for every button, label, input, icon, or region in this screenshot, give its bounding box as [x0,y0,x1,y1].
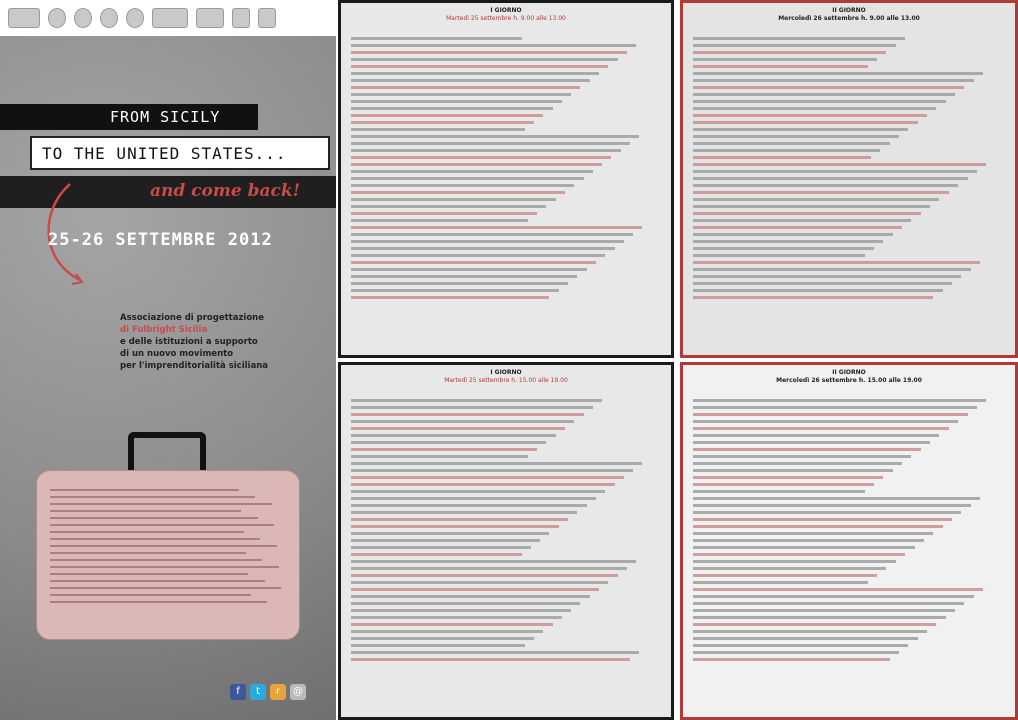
illegible-text-line [351,658,630,661]
illegible-text-line [693,644,908,647]
illegible-text-line [50,489,239,491]
illegible-text-line [693,37,905,40]
illegible-text-line [351,399,602,402]
logo-icon [152,8,188,28]
illegible-text-line [351,268,587,271]
illegible-text-line [693,581,868,584]
event-dates: 25-26 SETTEMBRE 2012 [48,230,273,250]
illegible-text-line [351,574,618,577]
illegible-text-line [50,510,241,512]
title-banner-line2: TO THE UNITED STATES... [30,136,330,170]
illegible-text-line [351,476,624,479]
illegible-text-line [50,496,255,498]
twitter-icon[interactable]: t [250,684,266,700]
illegible-text-line [351,226,642,229]
illegible-text-line [693,399,986,402]
illegible-text-line [351,616,562,619]
illegible-text-line [693,476,883,479]
illegible-text-line [351,546,531,549]
illegible-text-line [351,602,580,605]
illegible-text-line [351,623,553,626]
illegible-text-line [693,58,877,61]
illegible-text-line [351,539,540,542]
illegible-text-line [693,233,893,236]
illegible-text-line [693,434,939,437]
illegible-text-line [693,219,911,222]
illegible-text-line [693,142,890,145]
illegible-text-line [351,107,553,110]
programme-body [341,385,671,661]
illegible-text-line [50,601,267,603]
illegible-text-line [693,198,939,201]
illegible-text-line [351,170,593,173]
illegible-text-line [351,198,556,201]
illegible-text-line [50,503,272,505]
illegible-text-line [50,552,246,554]
illegible-text-line [351,100,562,103]
illegible-text-line [351,588,599,591]
illegible-text-line [693,497,980,500]
illegible-text-line [351,630,543,633]
illegible-text-line [351,184,574,187]
illegible-text-line [351,135,639,138]
illegible-text-line [693,413,968,416]
illegible-text-line [351,142,630,145]
illegible-text-line [693,560,896,563]
sponsor-logo-strip [0,0,336,36]
illegible-text-line [351,233,633,236]
illegible-text-line [351,434,556,437]
illegible-text-line [351,567,627,570]
illegible-text-line [693,177,968,180]
illegible-text-line [693,86,964,89]
illegible-text-line [351,289,559,292]
illegible-text-line [693,254,865,257]
illegible-text-line [693,261,980,264]
illegible-text-line [351,282,568,285]
illegible-text-line [693,247,874,250]
illegible-text-line [351,441,546,444]
illegible-text-line [693,630,927,633]
illegible-text-line [693,406,977,409]
illegible-text-line [693,296,933,299]
illegible-text-line [351,65,608,68]
illegible-text-line [693,588,983,591]
illegible-text-line [693,658,890,661]
illegible-text-line [50,524,274,526]
illegible-text-line [50,587,281,589]
illegible-text-line [693,448,921,451]
illegible-text-line [351,518,568,521]
illegible-text-line [693,567,886,570]
illegible-text-line [693,79,974,82]
rss-icon[interactable]: r [270,684,286,700]
programme-panel-day1-afternoon [338,362,674,720]
illegible-text-line [50,538,260,540]
illegible-text-line [693,602,964,605]
illegible-text-line [693,100,946,103]
programme-body [683,23,1015,299]
illegible-text-line [351,413,584,416]
panel-header: I GIORNO Martedì 25 settembre h. 9.00 alle 13.00 [446,7,566,22]
illegible-text-line [351,595,590,598]
illegible-text-line [693,483,874,486]
illegible-text-line [351,427,565,430]
illegible-text-line [351,553,522,556]
illegible-text-line [351,44,636,47]
illegible-text-line [50,594,251,596]
illegible-text-line [693,441,930,444]
illegible-text-line [351,644,525,647]
programme-panel-day1-morning [338,0,674,358]
illegible-text-line [351,58,618,61]
illegible-text-line [693,289,943,292]
illegible-text-line [351,254,605,257]
facebook-icon[interactable]: f [230,684,246,700]
illegible-text-line [351,483,615,486]
illegible-text-line [693,191,949,194]
illegible-text-line [693,156,871,159]
panel-header: II GIORNO Mercoledì 26 settembre h. 15.00 alle 19.00 [776,369,922,384]
illegible-text-line [693,462,902,465]
illegible-text-line [351,72,599,75]
illegible-text-line [351,581,608,584]
illegible-text-line [693,114,927,117]
illegible-text-line [693,170,977,173]
illegible-text-line [351,296,549,299]
illegible-text-line [50,559,262,561]
illegible-text-line [351,532,549,535]
illegible-text-line [351,149,621,152]
illegible-text-line [351,79,590,82]
illegible-text-line [351,504,587,507]
illegible-text-line [351,560,636,563]
programme-panel-day2-morning [680,0,1018,358]
illegible-text-line [693,532,933,535]
logo-icon [74,8,92,28]
illegible-text-line [693,427,949,430]
logo-icon [48,8,66,28]
panel-header: I GIORNO Martedì 25 settembre h. 15.00 alle 19.00 [444,369,568,384]
illegible-text-line [693,623,936,626]
illegible-text-line [693,511,961,514]
title-banner-line3: and come back! [0,176,336,208]
illegible-text-line [693,539,924,542]
illegible-text-line [693,518,952,521]
illegible-text-line [693,51,886,54]
illegible-text-line [693,595,974,598]
illegible-text-line [693,275,961,278]
illegible-text-line [693,490,865,493]
illegible-text-line [693,504,971,507]
illegible-text-line [693,93,955,96]
illegible-text-line [351,114,543,117]
logo-icon [126,8,144,28]
illegible-text-line [693,121,918,124]
logo-icon [232,8,250,28]
illegible-text-line [693,205,930,208]
programme-body [341,23,671,299]
illegible-text-line [693,65,868,68]
illegible-text-line [50,545,277,547]
illegible-text-line [50,573,248,575]
illegible-text-line [351,37,522,40]
programme-body [683,385,1015,661]
illegible-text-line [693,455,911,458]
illegible-text-line [351,420,574,423]
logo-icon [100,8,118,28]
suitcase-description [50,484,286,608]
illegible-text-line [351,128,525,131]
illegible-text-line [693,212,921,215]
illegible-text-line [351,497,596,500]
illegible-text-line [693,135,899,138]
illegible-text-line [351,525,559,528]
illegible-text-line [50,580,265,582]
illegible-text-line [351,455,528,458]
illegible-text-line [351,511,577,514]
illegible-text-line [693,420,958,423]
illegible-text-line [50,517,258,519]
illegible-text-line [693,226,902,229]
cover-panel [0,0,336,720]
illegible-text-line [50,566,279,568]
illegible-text-line [693,469,893,472]
illegible-text-line [351,247,615,250]
illegible-text-line [693,616,946,619]
illegible-text-line [351,51,627,54]
illegible-text-line [693,609,955,612]
illegible-text-line [693,240,883,243]
illegible-text-line [50,531,244,533]
illegible-text-line [351,275,577,278]
illegible-text-line [693,149,880,152]
illegible-text-line [351,219,528,222]
programme-panel-day2-afternoon [680,362,1018,720]
illegible-text-line [351,163,602,166]
illegible-text-line [351,609,571,612]
illegible-text-line [693,163,986,166]
illegible-text-line [351,406,593,409]
tagline: Associazione di progettazione di Fulbright Sicilia e delle istituzioni a supporto di un nuovo movimento per l'imprenditorialità siciliana [120,313,268,371]
illegible-text-line [693,268,971,271]
illegible-text-line [693,107,936,110]
title-banner-line1: FROM SICILY [0,104,258,130]
illegible-text-line [693,44,896,47]
illegible-text-line [693,651,899,654]
email-icon[interactable]: @ [290,684,306,700]
illegible-text-line [351,156,611,159]
illegible-text-line [351,261,596,264]
illegible-text-line [693,72,983,75]
illegible-text-line [693,553,905,556]
illegible-text-line [351,205,546,208]
illegible-text-line [351,490,605,493]
illegible-text-line [693,282,952,285]
illegible-text-line [351,462,642,465]
illegible-text-line [351,651,639,654]
illegible-text-line [351,121,534,124]
logo-icon [196,8,224,28]
illegible-text-line [351,86,580,89]
logo-icon [258,8,276,28]
illegible-text-line [693,637,918,640]
panel-header: II GIORNO Mercoledì 26 settembre h. 9.00 alle 13.00 [778,7,920,22]
illegible-text-line [693,546,915,549]
illegible-text-line [351,177,584,180]
illegible-text-line [351,469,633,472]
social-links [230,684,306,700]
illegible-text-line [693,128,908,131]
illegible-text-line [351,240,624,243]
illegible-text-line [351,93,571,96]
illegible-text-line [693,184,958,187]
illegible-text-line [351,637,534,640]
logo-icon [8,8,40,28]
illegible-text-line [351,191,565,194]
illegible-text-line [693,574,877,577]
illegible-text-line [351,212,537,215]
illegible-text-line [693,525,943,528]
illegible-text-line [351,448,537,451]
